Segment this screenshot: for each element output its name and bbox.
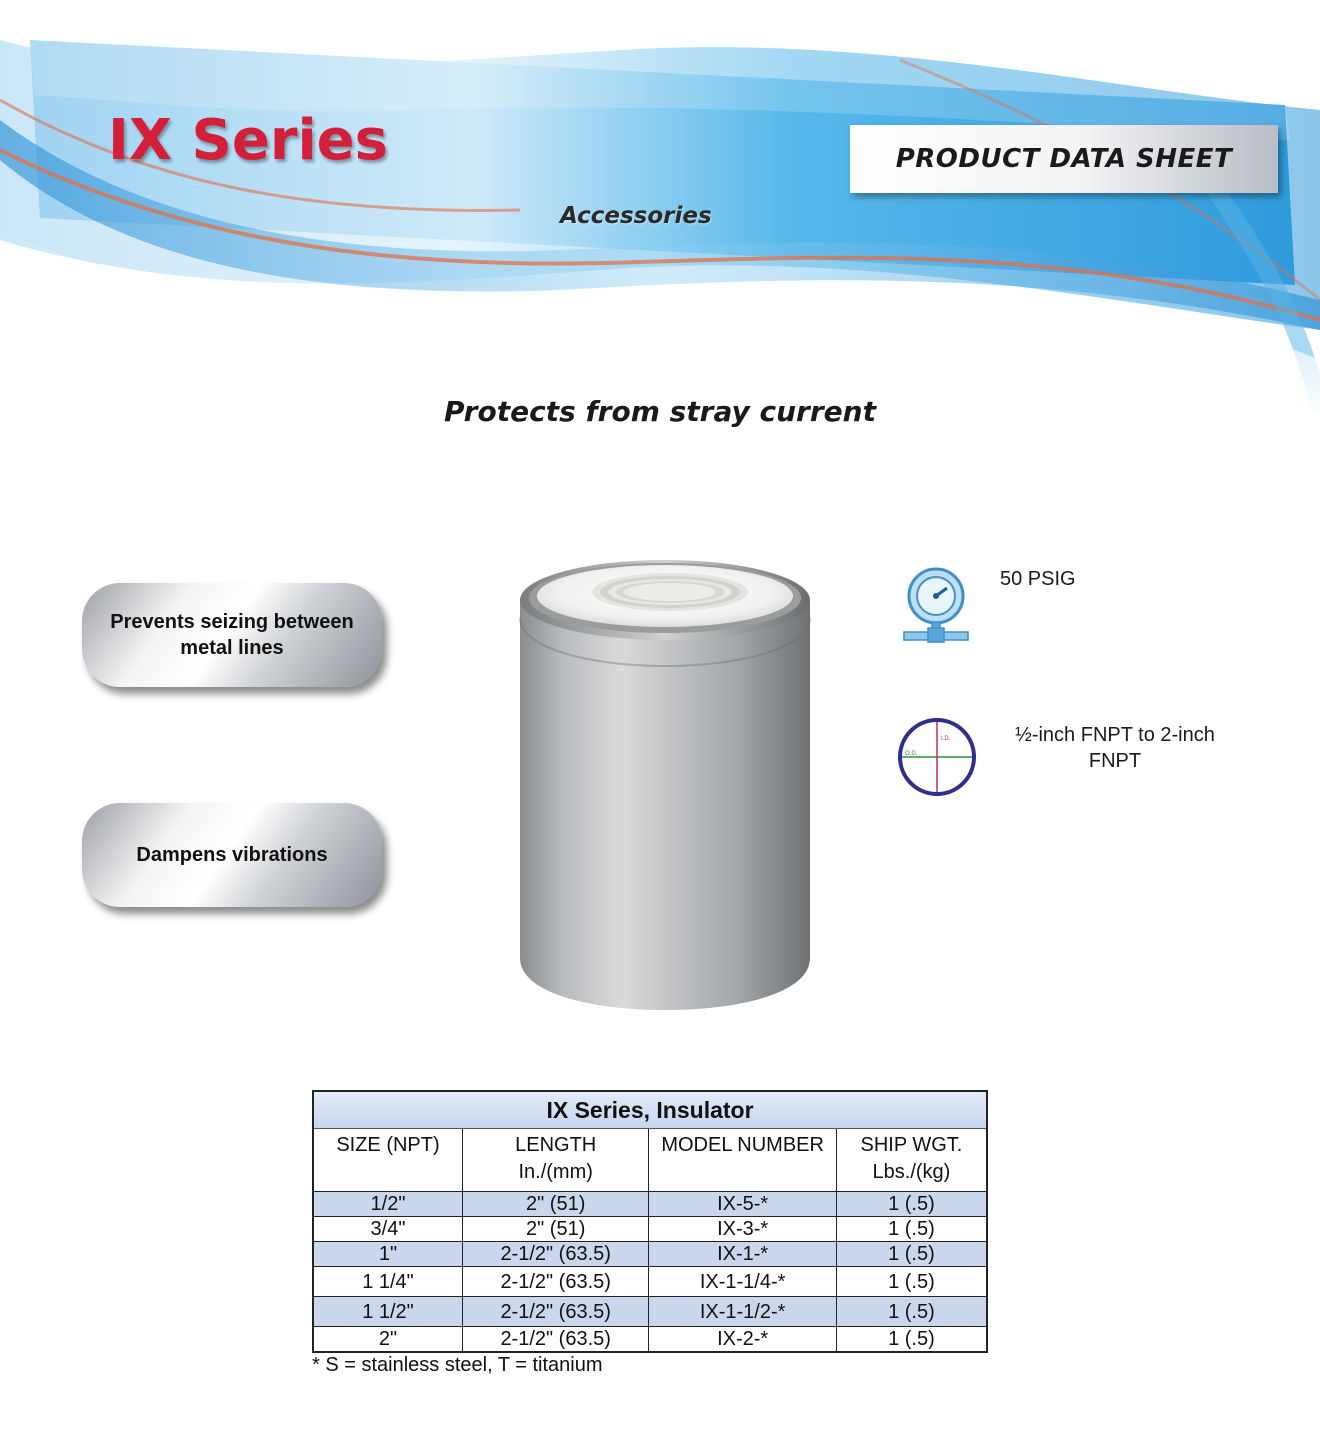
col-header-weight: SHIP WGT. <box>836 1129 987 1162</box>
cell-model: IX-1-* <box>649 1242 836 1267</box>
col-header-length: LENGTH <box>462 1129 648 1162</box>
connection-spec: ½-inch FNPT to 2-inch FNPT <box>1015 724 1215 772</box>
col-subheader-weight: Lbs./(kg) <box>836 1161 987 1192</box>
pressure-spec: 50 PSIG <box>1000 568 1076 590</box>
cell-weight: 1 (.5) <box>836 1242 987 1267</box>
series-title: IX Series <box>108 108 388 173</box>
cell-length: 2" (51) <box>462 1192 648 1217</box>
cell-model: IX-1-1/4-* <box>649 1267 836 1297</box>
cell-model: IX-3-* <box>649 1217 836 1242</box>
table-footnote: * S = stainless steel, T = titanium <box>312 1354 603 1376</box>
cell-weight: 1 (.5) <box>836 1192 987 1217</box>
insulator-spec-table <box>312 1090 988 1353</box>
col-subheader-model <box>649 1161 836 1192</box>
cell-weight: 1 (.5) <box>836 1327 987 1353</box>
cell-length: 2-1/2" (63.5) <box>462 1267 648 1297</box>
cell-weight: 1 (.5) <box>836 1267 987 1297</box>
col-header-model: MODEL NUMBER <box>649 1129 836 1162</box>
table-row <box>313 1242 987 1267</box>
pipe-diameter-icon <box>896 716 978 798</box>
od-label: O.D. <box>905 751 918 757</box>
product-data-sheet-box <box>850 125 1278 193</box>
cell-weight: 1 (.5) <box>836 1297 987 1327</box>
col-header-size: SIZE (NPT) <box>313 1129 462 1162</box>
cell-size: 1/2" <box>313 1192 462 1217</box>
cell-model: IX-5-* <box>649 1192 836 1217</box>
cell-size: 2" <box>313 1327 462 1353</box>
cell-model: IX-1-1/2-* <box>649 1297 836 1327</box>
cell-size: 1" <box>313 1242 462 1267</box>
cell-size: 3/4" <box>313 1217 462 1242</box>
cell-length: 2-1/2" (63.5) <box>462 1327 648 1353</box>
table-row <box>313 1327 987 1353</box>
cell-length: 2" (51) <box>462 1217 648 1242</box>
cell-length: 2-1/2" (63.5) <box>462 1297 648 1327</box>
feature-label: Prevents seizing between metal lines <box>110 611 354 659</box>
pressure-gauge-icon <box>902 566 970 646</box>
table-row <box>313 1192 987 1217</box>
cell-size: 1 1/4" <box>313 1267 462 1297</box>
cell-weight: 1 (.5) <box>836 1217 987 1242</box>
cell-size: 1 1/2" <box>313 1297 462 1327</box>
feature-label: Dampens vibrations <box>136 844 328 866</box>
id-label: I.D. <box>941 736 951 742</box>
col-subheader-length: In./(mm) <box>462 1161 648 1192</box>
table-row <box>313 1267 987 1297</box>
cell-model: IX-2-* <box>649 1327 836 1353</box>
category-label: Accessories <box>560 203 712 229</box>
table-row <box>313 1217 987 1242</box>
table-title: IX Series, Insulator <box>313 1091 987 1129</box>
doc-type-label: PRODUCT DATA SHEET <box>895 144 1233 174</box>
feature-pill-seizing <box>82 583 382 687</box>
tagline: Protects from stray current <box>444 395 876 428</box>
cell-length: 2-1/2" (63.5) <box>462 1242 648 1267</box>
insulator-product-image <box>510 548 820 1018</box>
table-row <box>313 1297 987 1327</box>
feature-pill-vibrations <box>82 803 382 907</box>
col-subheader-size <box>313 1161 462 1192</box>
